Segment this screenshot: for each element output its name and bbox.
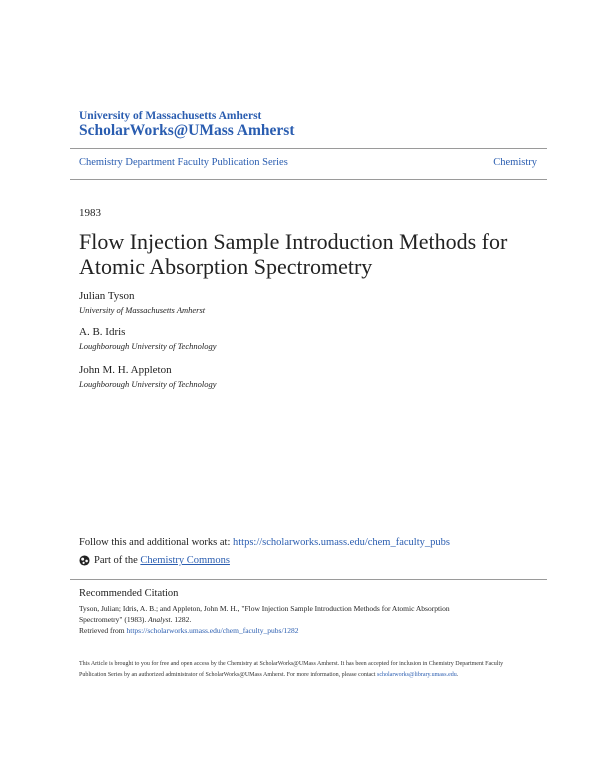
citation-heading: Recommended Citation	[79, 588, 179, 599]
author-affiliation: University of Massachusetts Amherst	[79, 305, 206, 315]
author-affiliation: Loughborough University of Technology	[79, 379, 217, 389]
nav-divider	[70, 179, 547, 180]
footer-text: This Article is brought to you for free and open access by the Chemistry at ScholarWorks@UMass Amherst. It has been accepted for inclusion in Chemistry Department Faculty Publication Series by an authorized administrator of ScholarWorks@UMass Amherst. For more information, please contact	[79, 661, 504, 678]
citation-retrieved: Retrieved from https://scholarworks.umass.edu/chem_faculty_pubs/1282	[79, 626, 299, 635]
network-commons-icon	[79, 555, 90, 566]
series-link[interactable]: Chemistry Department Faculty Publication Series	[79, 157, 288, 168]
footer-notice: This Article is brought to you for free and open access by the Chemistry at ScholarWorks@UMass Amherst. It has been accepted for inclusion in Chemistry Department Faculty Publication Series by an authorized administrator of ScholarWorks@UMass Amherst. For more information, please contact scholarworks@library.umass.edu.	[79, 661, 504, 678]
journal-name: Analyst	[148, 615, 171, 624]
follow-line	[79, 537, 450, 548]
top-divider	[70, 148, 547, 149]
author-affiliation: Loughborough University of Technology	[79, 341, 217, 351]
repository-name[interactable]: ScholarWorks@UMass Amherst	[79, 122, 295, 139]
collection-url-link[interactable]: https://scholarworks.umass.edu/chem_faculty_pubs	[233, 537, 450, 548]
citation-line: Spectrometry" (1983). Analyst. 1282.	[79, 615, 192, 624]
citation-body	[79, 603, 519, 636]
contact-email-link[interactable]: scholarworks@library.umass.edu	[376, 672, 457, 678]
article-url-link[interactable]: https://scholarworks.umass.edu/chem_faculty_pubs/1282	[126, 626, 299, 635]
citation-divider	[70, 579, 547, 580]
institution-name: University of Massachusetts Amherst	[79, 110, 262, 122]
chemistry-commons-link[interactable]: Chemistry Commons	[140, 555, 230, 566]
author-name: John M. H. Appleton	[79, 364, 172, 376]
author-name: Julian Tyson	[79, 290, 135, 302]
part-of-line	[79, 555, 230, 566]
discipline-link[interactable]: Chemistry	[493, 157, 537, 168]
part-of-text: Part of the	[94, 555, 141, 566]
citation-line: Tyson, Julian; Idris, A. B.; and Appleton, John M. H., "Flow Injection Sample Introduction Methods for Atomic Absorption	[79, 604, 450, 613]
article-title: Flow Injection Sample Introduction Methods for Atomic Absorption Spectrometry	[79, 229, 508, 279]
publication-year: 1983	[79, 207, 101, 219]
author-name: A. B. Idris	[79, 326, 126, 338]
follow-text: Follow this and additional works at:	[79, 537, 233, 548]
